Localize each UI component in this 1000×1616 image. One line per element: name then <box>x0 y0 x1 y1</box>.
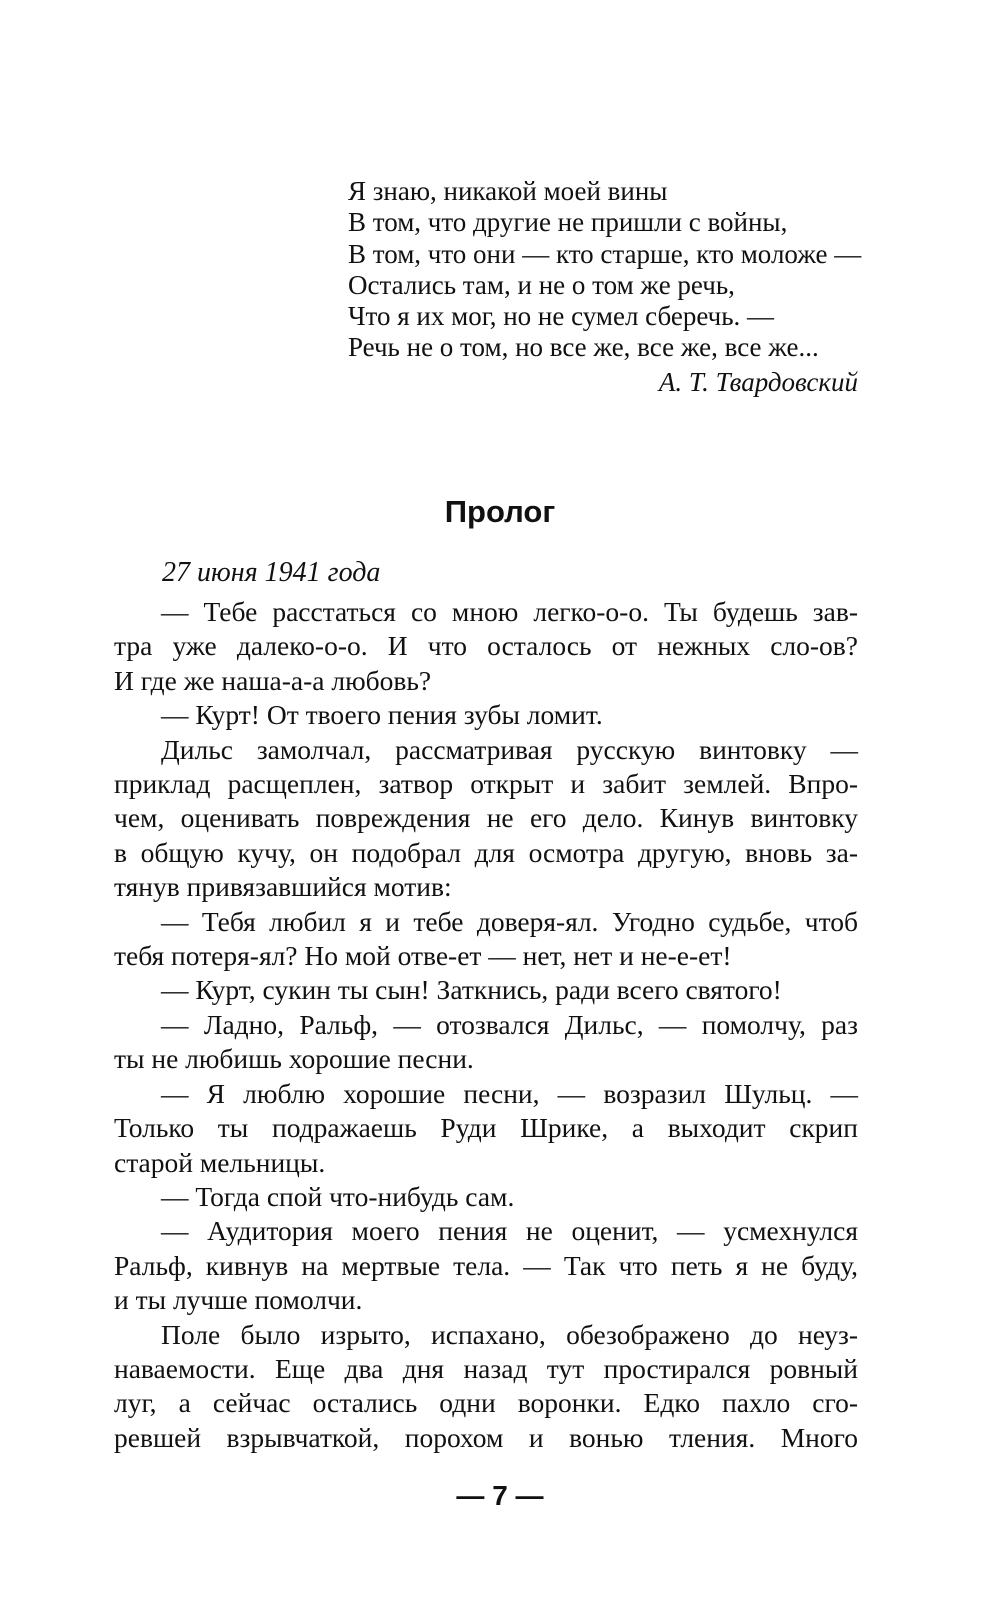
text-line: — Аудитория моего пения не оценит, — усмехнулся <box>161 1215 858 1247</box>
text-line: старой мельницы. <box>114 1146 326 1178</box>
epigraph-author: А. Т. Твардовский <box>658 366 858 397</box>
text-line: приклад расщеплен, затвор открыт и забит землей. Впро- <box>114 768 858 800</box>
text-line: — Курт! От твоего пения зубы ломит. <box>161 699 603 731</box>
epigraph-line: В том, что другие не пришли с войны, <box>348 207 788 238</box>
text-line: ты не любишь хорошие песни. <box>114 1043 474 1075</box>
epigraph-line: Что я их мог, но не сумел сберечь. — <box>348 301 775 332</box>
text-line: Ральф, кивнув на мертвые тела. — Так что петь я не буду, <box>114 1249 858 1281</box>
paragraph <box>114 733 858 905</box>
epigraph-line: Я знаю, никакой моей вины <box>348 176 668 206</box>
text-line: — Ладно, Ральф, — отозвался Дильс, — помолчу, раз <box>161 1008 858 1040</box>
epigraph <box>348 176 862 398</box>
paragraph <box>114 698 858 732</box>
paragraph <box>114 1318 858 1456</box>
text-line: И где же наша-а-а любовь? <box>114 664 432 696</box>
text-line: — Тогда спой что-нибудь сам. <box>161 1180 515 1212</box>
text-line: чем, оценивать повреждения не его дело. Кинув винтовку <box>114 802 858 834</box>
page-number: — 7 — <box>456 1480 544 1511</box>
text-line: наваемости. Еще два дня назад тут простирался ровный <box>114 1352 858 1384</box>
text-line: — Курт, сукин ты сын! Заткнись, ради всего святого! <box>161 974 782 1006</box>
text-line: — Тебе расстаться со мною легко-о-о. Ты будешь зав- <box>161 596 858 627</box>
text-line: тянув привязавшийся мотив: <box>114 871 452 903</box>
text-line: и ты лучше помолчи. <box>114 1284 363 1316</box>
date-heading: 27 июня 1941 года <box>162 557 381 588</box>
body-text <box>114 595 858 1455</box>
paragraph <box>114 973 858 1007</box>
text-line: Только ты подражаешь Руди Шрике, а выходит скрип <box>114 1112 858 1144</box>
chapter-title: Пролог <box>444 494 556 529</box>
text-line: луг, а сейчас остались одни воронки. Едко пахло сго- <box>114 1387 858 1419</box>
paragraph <box>114 905 858 974</box>
paragraph <box>114 1077 858 1180</box>
text-line: — Я люблю хорошие песни, — возразил Шульц. — <box>161 1077 858 1109</box>
epigraph-line: Речь не о том, но все же, все же, все же... <box>348 332 819 363</box>
text-line: ревшей взрывчаткой, порохом и вонью тления. Много <box>114 1421 858 1453</box>
text-line: Поле было изрыто, испахано, обезображено до неуз- <box>161 1318 858 1350</box>
paragraph <box>114 1180 858 1214</box>
paragraph <box>114 1214 858 1317</box>
text-line: Дильс замолчал, рассматривая русскую винтовку — <box>161 733 858 765</box>
text-line: тра уже далеко-о-о. И что осталось от нежных сло-ов? <box>114 630 858 662</box>
text-line: — Тебя любил я и тебе доверя-ял. Угодно судьбе, чтоб <box>161 905 858 937</box>
text-line: в общую кучу, он подобрал для осмотра другую, вновь за- <box>114 836 858 868</box>
epigraph-line: В том, что они — кто старше, кто моложе — <box>348 238 862 269</box>
paragraph <box>114 1008 858 1077</box>
text-line: тебя потеря-ял? Но мой отве-ет — нет, нет и не-е-ет! <box>114 940 732 972</box>
epigraph-line: Остались там, и не о том же речь, <box>348 269 735 300</box>
paragraph <box>114 595 858 698</box>
